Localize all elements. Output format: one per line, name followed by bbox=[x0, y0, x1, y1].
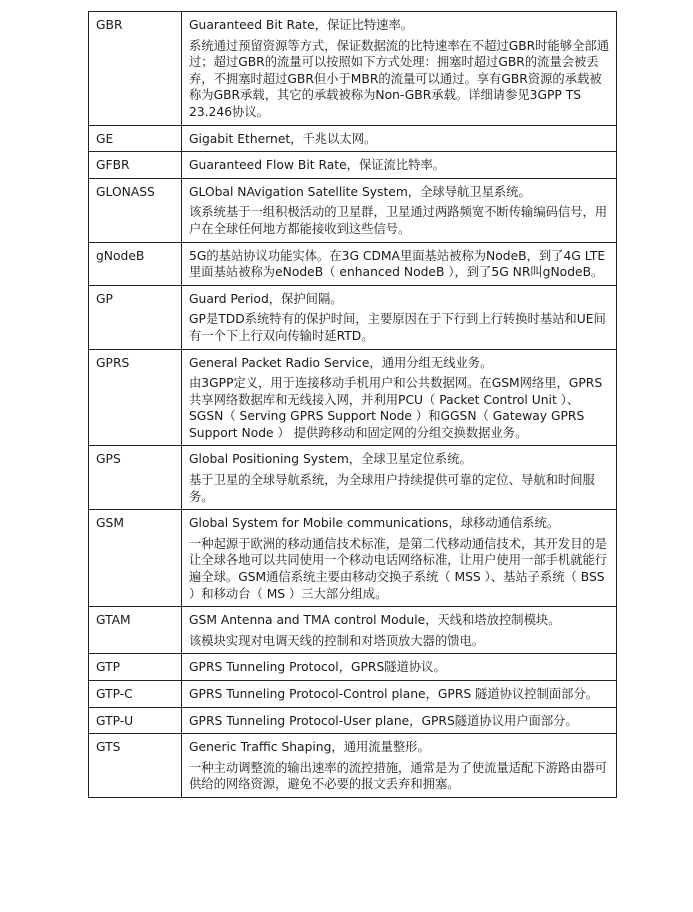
definition-description: 基于卫星的全球导航系统，为全球用户持续提供可靠的定位、导航和时间服务。 bbox=[189, 473, 595, 504]
glossary-term: GTP bbox=[89, 654, 182, 681]
definition-description: 系统通过预留资源等方式，保证数据流的比特速率在不超过GBR时能够全部通过；超过GBR的流量可以按照如下方式处理：拥塞时超过GBR的流量会被丢弃，不拥塞时超过GBR但小于MBR的流量可以通过。享有GBR资源的承载被称为GBR承载，其它的承载被称为Non-GBR承载。详细请参见3GPP TS 23.246协议。 bbox=[189, 38, 610, 119]
glossary-row bbox=[89, 12, 617, 126]
glossary-row bbox=[89, 681, 617, 708]
glossary-row bbox=[89, 510, 617, 607]
definition-expansion: Guaranteed Bit Rate，保证比特速率。 bbox=[189, 18, 414, 32]
glossary-term: GPRS bbox=[89, 349, 182, 446]
glossary-definition bbox=[182, 178, 617, 242]
glossary-definition bbox=[182, 707, 617, 734]
glossary-row bbox=[89, 654, 617, 681]
glossary-body bbox=[89, 12, 617, 798]
glossary-definition bbox=[182, 681, 617, 708]
definition-expansion: 5G的基站协议功能实体。在3G CDMA里面基站被称为NodeB，到了4G LTE里面基站被称为eNodeB（ enhanced NodeB ），到了5G NR叫gNodeB。 bbox=[189, 248, 606, 280]
glossary-definition bbox=[182, 607, 617, 654]
definition-expansion: GSM Antenna and TMA control Module，天线和塔放控制模块。 bbox=[189, 613, 561, 628]
glossary-term: GE bbox=[89, 125, 182, 152]
glossary-row bbox=[89, 349, 617, 446]
glossary-definition bbox=[182, 125, 617, 152]
definition-expansion: GLObal NAvigation Satellite System，全球导航卫星系统。 bbox=[189, 184, 531, 199]
definition-description: 一种起源于欧洲的移动通信技术标准，是第二代移动通信技术，其开发目的是让全球各地可以共同使用一个移动电话网络标准，让用户使用一部手机就能行遍全球。GSM通信系统主要由移动交换子系统（ MSS ）、基站子系统（ BSS ）和移动台（ MS ）三大部分组成。 bbox=[189, 536, 608, 601]
glossary-row bbox=[89, 242, 617, 285]
definition-expansion: Global Positioning System，全球卫星定位系统。 bbox=[189, 452, 472, 467]
definition-description: GP是TDD系统特有的保护时间，主要原因在于下行到上行转换时基站和UE间有一个下上行双向传输时延RTD。 bbox=[189, 312, 606, 343]
glossary-term: GTP-C bbox=[89, 681, 182, 708]
glossary-definition bbox=[182, 285, 617, 349]
definition-expansion: Global System for Mobile communications，球移动通信系统。 bbox=[189, 516, 560, 531]
definition-expansion: Generic Traffic Shaping，通用流量整形。 bbox=[189, 740, 430, 755]
glossary-term: GPS bbox=[89, 446, 182, 510]
glossary-term: GTAM bbox=[89, 607, 182, 654]
glossary-definition bbox=[182, 349, 617, 446]
definition-expansion: Gigabit Ethernet，千兆以太网。 bbox=[189, 131, 377, 146]
glossary-term: GTP-U bbox=[89, 707, 182, 734]
glossary-definition bbox=[182, 152, 617, 179]
glossary-term: gNodeB bbox=[89, 242, 182, 285]
glossary-definition bbox=[182, 446, 617, 510]
glossary-row bbox=[89, 125, 617, 152]
definition-description: 一种主动调整流的输出速率的流控措施，通常是为了使流量适配下游路由器可供给的网络资源，避免不必要的报文丢弃和拥塞。 bbox=[189, 760, 608, 792]
glossary-term: GTS bbox=[89, 734, 182, 798]
definition-expansion: General Packet Radio Service，通用分组无线业务。 bbox=[189, 355, 493, 370]
glossary-row bbox=[89, 734, 617, 798]
glossary-row bbox=[89, 285, 617, 349]
glossary-definition bbox=[182, 12, 617, 126]
glossary-term: GSM bbox=[89, 510, 182, 607]
definition-expansion: GPRS Tunneling Protocol-User plane，GPRS隧道协议用户面部分。 bbox=[189, 713, 578, 728]
glossary-term: GBR bbox=[89, 12, 182, 126]
glossary-term: GFBR bbox=[89, 152, 182, 179]
glossary-definition bbox=[182, 510, 617, 607]
glossary-definition bbox=[182, 654, 617, 681]
glossary-definition bbox=[182, 242, 617, 285]
glossary-table bbox=[88, 11, 617, 798]
glossary-row bbox=[89, 152, 617, 179]
definition-expansion: Guard Period，保护间隔。 bbox=[189, 291, 343, 306]
glossary-row bbox=[89, 607, 617, 654]
glossary-row bbox=[89, 178, 617, 242]
glossary-definition bbox=[182, 734, 617, 798]
definition-expansion: GPRS Tunneling Protocol，GPRS隧道协议。 bbox=[189, 660, 446, 675]
glossary-row bbox=[89, 707, 617, 734]
glossary-row bbox=[89, 446, 617, 510]
definition-expansion: Guaranteed Flow Bit Rate，保证流比特率。 bbox=[189, 158, 446, 173]
glossary-term: GP bbox=[89, 285, 182, 349]
definition-description: 由3GPP定义，用于连接移动手机用户和公共数据网。在GSM网络里，GPRS共享网络数据库和无线接入网，并利用PCU（ Packet Control Unit ）、SGSN（ Serving GPRS Support Node ）和GGSN（ Gateway GPRS Support Node ） 提供跨移动和固定网的分组交换数据业务。 bbox=[189, 376, 603, 440]
definition-expansion: GPRS Tunneling Protocol-Control plane，GPRS 隧道协议控制面部分。 bbox=[189, 687, 599, 701]
glossary-term: GLONASS bbox=[89, 178, 182, 242]
definition-description: 该模块实现对电调天线的控制和对塔顶放大器的馈电。 bbox=[189, 633, 485, 648]
definition-description: 该系统基于一组积极活动的卫星群，卫星通过两路频宽不断传输编码信号，用户在全球任何地方都能接收到这些信号。 bbox=[189, 205, 608, 236]
